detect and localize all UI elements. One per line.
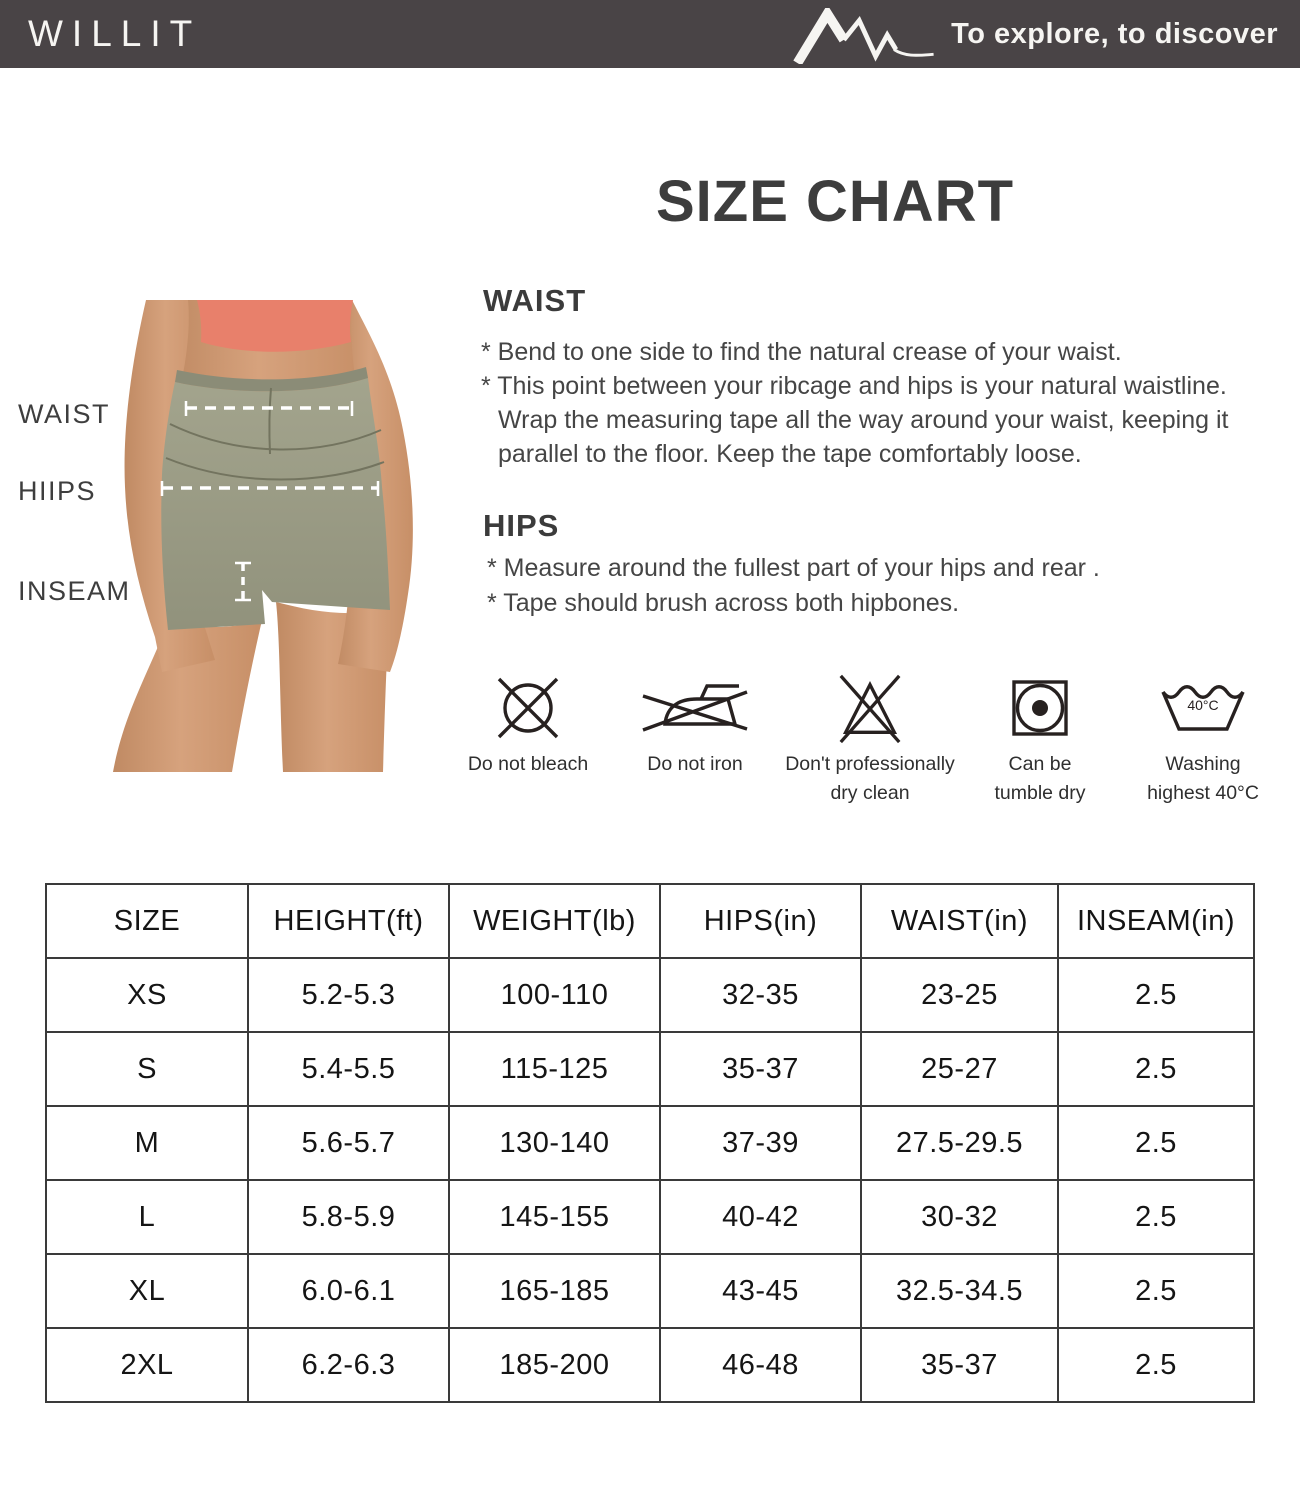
hips-bullet: * Measure around the fullest part of your hips and rear . xyxy=(487,554,1100,582)
waist-bullet: Wrap the measuring tape all the way around your waist, keeping it xyxy=(498,406,1229,434)
page-title: SIZE CHART xyxy=(656,169,1014,234)
table-cell: 5.4-5.5 xyxy=(248,1032,449,1106)
col-header-inseam: INSEAM(in) xyxy=(1058,884,1254,958)
table-row-2xl xyxy=(46,1328,1254,1402)
brand-tagline: To explore, to discover xyxy=(951,17,1278,50)
table-cell: 2.5 xyxy=(1058,1328,1254,1402)
figure-label-hips: HIIPS xyxy=(18,476,97,506)
table-cell: 6.0-6.1 xyxy=(248,1254,449,1328)
care-label: Do not iron xyxy=(647,753,743,775)
table-cell: 2.5 xyxy=(1058,1254,1254,1328)
table-cell: 185-200 xyxy=(449,1328,660,1402)
col-header-waist: WAIST(in) xyxy=(861,884,1058,958)
care-label: Don't professionally dry clean xyxy=(785,753,955,804)
hips-section-heading: HIPS xyxy=(483,508,560,543)
table-cell: 40-42 xyxy=(660,1180,861,1254)
figure-label-waist: WAIST xyxy=(18,399,110,429)
table-cell: 145-155 xyxy=(449,1180,660,1254)
table-cell: 5.6-5.7 xyxy=(248,1106,449,1180)
table-row-s xyxy=(46,1032,1254,1106)
table-cell: 2.5 xyxy=(1058,1106,1254,1180)
table-cell: 37-39 xyxy=(660,1106,861,1180)
table-cell: 32.5-34.5 xyxy=(861,1254,1058,1328)
do-not-iron-icon xyxy=(639,679,751,737)
table-cell: M xyxy=(46,1106,248,1180)
care-item-tumble-dry xyxy=(950,0,1130,804)
table-cell: 23-25 xyxy=(861,958,1058,1032)
do-not-dry-clean-icon xyxy=(833,669,907,747)
table-cell: L xyxy=(46,1180,248,1254)
figure-label-inseam: INSEAM xyxy=(18,576,131,606)
table-cell: 2.5 xyxy=(1058,1180,1254,1254)
table-cell: XS xyxy=(46,958,248,1032)
table-cell: 43-45 xyxy=(660,1254,861,1328)
waist-bullet: * This point between your ribcage and hips is your natural waistline. xyxy=(481,372,1227,400)
tumble-dry-icon xyxy=(1011,679,1069,737)
table-cell: 32-35 xyxy=(660,958,861,1032)
table-cell: 6.2-6.3 xyxy=(248,1328,449,1402)
do-not-bleach-icon xyxy=(492,672,564,744)
waist-section-text xyxy=(481,335,1251,471)
waist-bullet: * Bend to one side to find the natural crease of your waist. xyxy=(481,338,1122,366)
col-header-size: SIZE xyxy=(46,884,248,958)
table-cell: 5.8-5.9 xyxy=(248,1180,449,1254)
care-item-washing-40c xyxy=(1113,0,1293,804)
care-label: Can be tumble dry xyxy=(994,753,1086,804)
care-item-do-not-iron xyxy=(605,0,785,775)
col-header-weight: WEIGHT(lb) xyxy=(449,884,660,958)
table-cell: 165-185 xyxy=(449,1254,660,1328)
table-cell: 5.2-5.3 xyxy=(248,958,449,1032)
table-cell: S xyxy=(46,1032,248,1106)
table-cell: 100-110 xyxy=(449,958,660,1032)
model-photo xyxy=(100,272,455,777)
table-cell: 35-37 xyxy=(861,1328,1058,1402)
table-row-m xyxy=(46,1106,1254,1180)
brand-logo: WILLIT xyxy=(28,13,202,54)
table-cell: 2.5 xyxy=(1058,958,1254,1032)
table-cell: 25-27 xyxy=(861,1032,1058,1106)
hips-bullet: * Tape should brush across both hipbones. xyxy=(487,589,960,617)
size-table xyxy=(45,883,1255,1403)
table-cell: 27.5-29.5 xyxy=(861,1106,1058,1180)
care-label: Do not bleach xyxy=(467,753,589,775)
model-shorts xyxy=(161,378,390,630)
table-cell: 130-140 xyxy=(449,1106,660,1180)
table-cell: XL xyxy=(46,1254,248,1328)
waist-section-heading: WAIST xyxy=(483,283,587,318)
hips-section-text xyxy=(481,551,1251,621)
table-cell: 115-125 xyxy=(449,1032,660,1106)
table-row-xs xyxy=(46,958,1254,1032)
col-header-hips: HIPS(in) xyxy=(660,884,861,958)
size-table-header-row xyxy=(46,884,1254,958)
table-cell: 2XL xyxy=(46,1328,248,1402)
wash-temperature-text: 40°C xyxy=(1187,697,1219,713)
table-row-l xyxy=(46,1180,1254,1254)
col-header-height: HEIGHT(ft) xyxy=(248,884,449,958)
waist-bullet: parallel to the floor. Keep the tape comfortably loose. xyxy=(498,440,1082,468)
model-crop-top xyxy=(197,300,353,352)
table-row-xl xyxy=(46,1254,1254,1328)
care-label: Washing highest 40°C xyxy=(1147,753,1259,804)
table-cell: 46-48 xyxy=(660,1328,861,1402)
table-cell: 30-32 xyxy=(861,1180,1058,1254)
table-cell: 35-37 xyxy=(660,1032,861,1106)
table-cell: 2.5 xyxy=(1058,1032,1254,1106)
